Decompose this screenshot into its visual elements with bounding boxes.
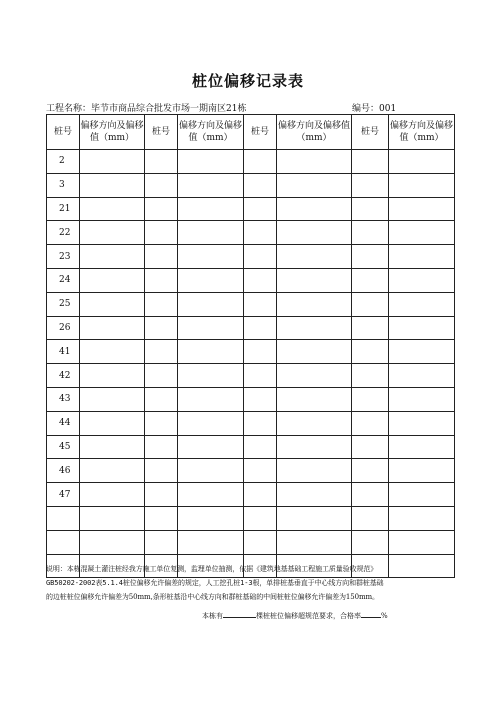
pile-number-cell[interactable]: [145, 268, 178, 292]
pile-number-cell[interactable]: [47, 506, 80, 530]
offset-value-cell[interactable]: [80, 506, 145, 530]
offset-value-cell[interactable]: [178, 316, 244, 340]
note-line: GB50202-2002表5.1.4桩位偏移允许偏差的规定，人工挖孔桩1-3根，单排桩基垂直于中心线方向和群桩基础: [46, 579, 384, 587]
table-row: [47, 316, 455, 340]
offset-value-cell[interactable]: [80, 268, 145, 292]
offset-value-cell[interactable]: [389, 150, 455, 174]
pile-number-cell[interactable]: [352, 387, 389, 411]
offset-value-cell[interactable]: [178, 530, 244, 554]
offset-value-cell[interactable]: [389, 506, 455, 530]
offset-value-cell[interactable]: [80, 459, 145, 483]
pile-number-cell[interactable]: [352, 316, 389, 340]
offset-value-cell[interactable]: [389, 221, 455, 245]
summary-suffix: %: [381, 612, 388, 620]
summary-prefix: 本栋有: [202, 612, 223, 620]
offset-value-cell[interactable]: [277, 483, 352, 507]
offset-value-cell[interactable]: [80, 173, 145, 197]
pile-number-cell[interactable]: [352, 506, 389, 530]
offset-value-cell[interactable]: [178, 150, 244, 174]
offset-value-cell[interactable]: [178, 435, 244, 459]
offset-value-cell[interactable]: [277, 340, 352, 364]
header-pile-no: 桩号: [145, 115, 178, 150]
offset-value-cell[interactable]: [178, 411, 244, 435]
note-line: 说明：本栋混凝土灌注桩经我方施工单位复测，监理单位抽测，依据《建筑地基基础工程施工质量验收规范》: [46, 565, 378, 573]
offset-value-cell[interactable]: [389, 411, 455, 435]
pile-number-cell[interactable]: [244, 150, 277, 174]
offset-value-cell[interactable]: [277, 506, 352, 530]
offset-value-cell[interactable]: [178, 387, 244, 411]
offset-value-cell[interactable]: [178, 245, 244, 269]
header-offset: 偏移方向及偏移值（mm）: [277, 115, 352, 150]
pile-number-cell[interactable]: [352, 364, 389, 388]
table-row: [47, 387, 455, 411]
offset-value-cell[interactable]: [277, 530, 352, 554]
count-blank[interactable]: [223, 609, 256, 618]
offset-value-cell[interactable]: [80, 316, 145, 340]
header-pile-no: 桩号: [47, 115, 80, 150]
pile-number-cell[interactable]: [145, 292, 178, 316]
offset-value-cell[interactable]: [80, 245, 145, 269]
pile-number-cell[interactable]: [352, 292, 389, 316]
pile-number-cell[interactable]: 26: [47, 316, 80, 340]
pile-number-cell[interactable]: [145, 483, 178, 507]
pile-number-cell[interactable]: [352, 530, 389, 554]
offset-value-cell[interactable]: [80, 197, 145, 221]
pile-number-cell[interactable]: [145, 173, 178, 197]
note-line: 的边桩桩位偏移允许偏差为50mm,条形桩基沿中心线方向和群桩基础的中间桩桩位偏移允许偏差为150mm。: [46, 593, 379, 601]
pile-number-cell[interactable]: 47: [47, 483, 80, 507]
table-row: [47, 459, 455, 483]
pile-number-cell[interactable]: [145, 387, 178, 411]
table-row: [47, 435, 455, 459]
offset-value-cell[interactable]: [389, 340, 455, 364]
table-row: [47, 150, 455, 174]
pile-number-cell[interactable]: 24: [47, 268, 80, 292]
offset-value-cell[interactable]: [389, 197, 455, 221]
header-pile-no: 桩号: [244, 115, 277, 150]
offset-value-cell[interactable]: [389, 435, 455, 459]
pile-number-cell[interactable]: 23: [47, 245, 80, 269]
pile-number-cell[interactable]: 3: [47, 173, 80, 197]
pile-number-cell[interactable]: [244, 506, 277, 530]
offset-value-cell[interactable]: [277, 435, 352, 459]
offset-value-cell[interactable]: [80, 221, 145, 245]
pile-offset-table: [46, 114, 455, 578]
offset-value-cell[interactable]: [277, 459, 352, 483]
offset-value-cell[interactable]: [277, 221, 352, 245]
pile-number-cell[interactable]: [145, 506, 178, 530]
offset-value-cell[interactable]: [389, 459, 455, 483]
header-offset: 偏移方向及偏移值（mm）: [80, 115, 145, 150]
table-row: [47, 483, 455, 507]
pile-number-cell[interactable]: [244, 483, 277, 507]
offset-value-cell[interactable]: [80, 530, 145, 554]
offset-value-cell[interactable]: [80, 364, 145, 388]
pile-number-cell[interactable]: [352, 245, 389, 269]
pile-number-cell[interactable]: [244, 221, 277, 245]
table-row: [47, 221, 455, 245]
offset-value-cell[interactable]: [277, 364, 352, 388]
offset-value-cell[interactable]: [277, 316, 352, 340]
offset-value-cell[interactable]: [80, 483, 145, 507]
offset-value-cell[interactable]: [277, 268, 352, 292]
offset-value-cell[interactable]: [178, 506, 244, 530]
project-name: 工程名称：毕节市商品综合批发市场一期南区21栋: [46, 104, 247, 114]
offset-value-cell[interactable]: [178, 340, 244, 364]
offset-value-cell[interactable]: [277, 173, 352, 197]
offset-value-cell[interactable]: [277, 197, 352, 221]
table-row: [47, 506, 455, 530]
pile-number-cell[interactable]: [244, 197, 277, 221]
header-row: [47, 115, 455, 150]
offset-value-cell[interactable]: [389, 316, 455, 340]
offset-value-cell[interactable]: [178, 268, 244, 292]
pile-number-cell[interactable]: [244, 435, 277, 459]
pile-number-cell[interactable]: [244, 268, 277, 292]
table-row: [47, 340, 455, 364]
pile-number-cell[interactable]: [145, 530, 178, 554]
offset-value-cell[interactable]: [80, 292, 145, 316]
table-row: [47, 173, 455, 197]
table-row: [47, 268, 455, 292]
rate-blank[interactable]: [361, 609, 381, 618]
pile-number-cell[interactable]: [352, 197, 389, 221]
pile-number-cell[interactable]: [145, 340, 178, 364]
header-offset: 偏移方向及偏移值（mm）: [178, 115, 244, 150]
pile-number-cell[interactable]: [352, 340, 389, 364]
pile-number-cell[interactable]: [244, 340, 277, 364]
table-row: [47, 364, 455, 388]
pile-number-cell[interactable]: [145, 197, 178, 221]
pile-number-cell[interactable]: [244, 387, 277, 411]
summary-middle: 棵桩桩位偏移超规范要求，合格率: [256, 612, 361, 620]
pile-number-cell[interactable]: [244, 411, 277, 435]
pile-number-cell[interactable]: [145, 221, 178, 245]
pile-number-cell[interactable]: [145, 459, 178, 483]
pile-number-cell[interactable]: [244, 316, 277, 340]
offset-value-cell[interactable]: [178, 197, 244, 221]
pile-number-cell[interactable]: [145, 364, 178, 388]
pile-number-cell[interactable]: 21: [47, 197, 80, 221]
pile-number-cell[interactable]: 2: [47, 150, 80, 174]
offset-value-cell[interactable]: [389, 483, 455, 507]
pile-number-cell[interactable]: [47, 530, 80, 554]
pile-number-cell[interactable]: [352, 483, 389, 507]
summary-line: [202, 609, 388, 621]
pile-number-cell[interactable]: [244, 530, 277, 554]
pile-number-cell[interactable]: [352, 268, 389, 292]
pile-number-cell[interactable]: [244, 459, 277, 483]
form-title: 桩位偏移记录表: [191, 72, 304, 90]
pile-number-cell[interactable]: [244, 364, 277, 388]
pile-number-cell[interactable]: [352, 435, 389, 459]
offset-value-cell[interactable]: [389, 530, 455, 554]
table-row: [47, 245, 455, 269]
offset-value-cell[interactable]: [389, 364, 455, 388]
offset-value-cell[interactable]: [178, 292, 244, 316]
offset-value-cell[interactable]: [80, 435, 145, 459]
header-offset: 偏移方向及偏移值（mm）: [389, 115, 455, 150]
pile-number-cell[interactable]: 44: [47, 411, 80, 435]
offset-value-cell[interactable]: [277, 150, 352, 174]
offset-value-cell[interactable]: [178, 483, 244, 507]
offset-value-cell[interactable]: [277, 387, 352, 411]
table-row: [47, 411, 455, 435]
pile-number-cell[interactable]: [352, 150, 389, 174]
offset-value-cell[interactable]: [80, 387, 145, 411]
offset-value-cell[interactable]: [389, 387, 455, 411]
table-row: [47, 530, 455, 554]
offset-value-cell[interactable]: [389, 268, 455, 292]
offset-value-cell[interactable]: [389, 245, 455, 269]
pile-number-cell[interactable]: [352, 459, 389, 483]
offset-value-cell[interactable]: [277, 245, 352, 269]
offset-value-cell[interactable]: [389, 173, 455, 197]
pile-number-cell[interactable]: [145, 316, 178, 340]
offset-value-cell[interactable]: [277, 292, 352, 316]
pile-number-cell[interactable]: 42: [47, 364, 80, 388]
offset-value-cell[interactable]: [178, 364, 244, 388]
pile-number-cell[interactable]: [352, 411, 389, 435]
pile-number-cell[interactable]: 45: [47, 435, 80, 459]
pile-number-cell[interactable]: 22: [47, 221, 80, 245]
header-pile-no: 桩号: [352, 115, 389, 150]
pile-number-cell[interactable]: [145, 435, 178, 459]
offset-value-cell[interactable]: [80, 150, 145, 174]
pile-number-cell[interactable]: [244, 245, 277, 269]
offset-value-cell[interactable]: [277, 411, 352, 435]
explanation-note: [46, 562, 458, 604]
pile-number-cell[interactable]: 41: [47, 340, 80, 364]
pile-number-cell[interactable]: 43: [47, 387, 80, 411]
pile-number-cell[interactable]: 25: [47, 292, 80, 316]
pile-number-cell[interactable]: [244, 292, 277, 316]
table-row: [47, 292, 455, 316]
offset-value-cell[interactable]: [80, 411, 145, 435]
pile-number-cell[interactable]: [352, 221, 389, 245]
pile-number-cell[interactable]: [145, 245, 178, 269]
pile-number-cell[interactable]: [145, 150, 178, 174]
offset-value-cell[interactable]: [178, 459, 244, 483]
offset-value-cell[interactable]: [80, 340, 145, 364]
offset-value-cell[interactable]: [178, 221, 244, 245]
pile-number-cell[interactable]: [145, 411, 178, 435]
table-row: [47, 197, 455, 221]
form-number: 编号：001: [352, 104, 397, 114]
pile-number-cell[interactable]: [244, 173, 277, 197]
offset-value-cell[interactable]: [178, 173, 244, 197]
pile-number-cell[interactable]: 46: [47, 459, 80, 483]
pile-number-cell[interactable]: [352, 173, 389, 197]
offset-value-cell[interactable]: [389, 292, 455, 316]
